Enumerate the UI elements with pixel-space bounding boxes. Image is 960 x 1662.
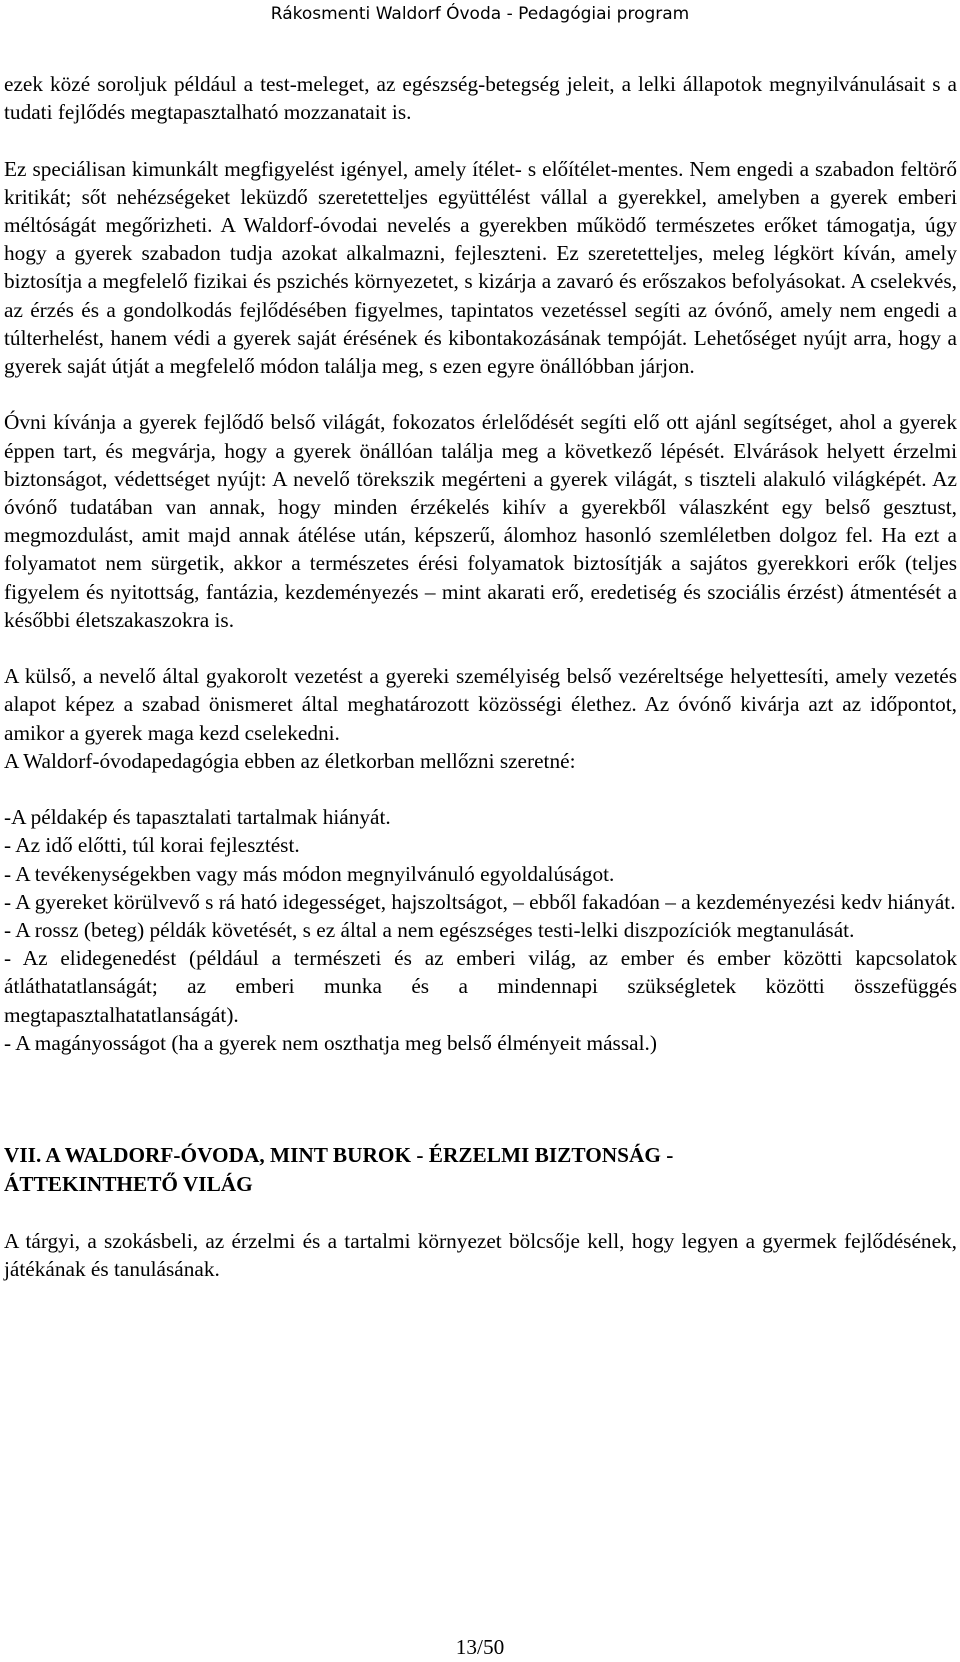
paragraph-1: ezek közé soroljuk például a test-meleget, az egészség-betegség jeleit, a lelki állapotok megnyilvánulásait s a tudati fejlődés megtapasztalható mozzanatait is. bbox=[4, 72, 957, 125]
paragraph-4: A külső, a nevelő által gyakorolt vezetést a gyereki személyiség belső vezéreltsége helyettesíti, amely vezetés alapot képez a szabad önismeret által meghatározott közösségi élethez. Az óvónő kivárja azt az időpontot, amikor a gyerek maga kezd cselekedni. bbox=[4, 664, 957, 745]
page-number: 13/50 bbox=[455, 1635, 505, 1659]
paragraph-2: Ez speciálisan kimunkált megfigyelést igényel, amely ítélet- s előítélet-mentes. Nem engedi a szabadon feltörő kritikát; sőt nehézségeket leküzdő szeretetteljes együttélést vállal a gyerekkel, amelyben a gyerek emberi méltóságát megőrizheti. A Waldorf-óvodai nevelés a gyerekben működő természetes erőket támogatja, úgy hogy a gyerek szabadon tudja azokat alkalmazni, fejleszteni. Ez szeretetteljes, meleg légkört kíván, amely biztosítja a megfelelő fizikai és pszichés környezetet, s kizárja a zavaró és erőszakos befolyásokat. A cselekvés, az érzés és a gondolkodás fejlődésében figyelmes, tapintatos vezetéssel segíti az óvónő, amely nem engedi a túlterhelést, hanem védi a gyerek saját érésének és kibontakozásának tempóját. Lehetőséget nyújt arra, hogy a gyerek saját útját a megfelelő módon találja meg, s ezen egyre önállóbban járjon. bbox=[4, 156, 957, 379]
section-heading-line-2: ÁTTEKINTHETŐ VILÁG bbox=[4, 1172, 253, 1197]
list-item: - A gyereket körülvevő s rá ható idegességet, hajszoltságot, – ebből fakadóan – a kezdeményezési kedv hiányát. bbox=[4, 889, 956, 914]
paragraph-gap bbox=[4, 126, 957, 154]
avoid-list bbox=[4, 803, 957, 1057]
paragraph-5: A Waldorf-óvodapedagógia ebben az életkorban mellőzni szeretné: bbox=[4, 748, 576, 773]
list-item: - A rossz (beteg) példák követését, s ez által a nem egészséges testi-lelki diszpozíciók megtanulását. bbox=[4, 918, 855, 943]
paragraph-gap bbox=[4, 380, 957, 408]
section-heading-line-1: VII. A WALDORF-ÓVODA, MINT BUROK - ÉRZELMI BIZTONSÁG - bbox=[4, 1143, 674, 1168]
page-body bbox=[4, 70, 957, 1284]
paragraph-3: Óvni kívánja a gyerek fejlődő belső világát, fokozatos érlelődését segíti elő ott ajánl segítséget, ahol a gyerek éppen tart, és megvárja, hogy a gyerek önállóan találja meg a következő lépését. Elvárások helyett érzelmi biztonságot, védettséget nyújt: A nevelő törekszik megérteni a gyerek világát, s tiszteli alakuló világképét. Az óvónő tudatában van annak, hogy minden érzékelés kihív a gyerekből válaszként egy belső gesztust, megmozdulást, amit majd annak átélése után, képszerű, álomhoz hasonló szemléletben dolgoz fel. Ha ezt a folyamatot nem sürgetik, akkor a természetes érési folyamatok biztosítják a sajátos gyerekkori erők (teljes figyelem és nyitottság, fantázia, kezdeményezés – mint akarati erő, eredetiség és szociális érzést) átmentését a későbbi életszakaszokra is. bbox=[4, 410, 957, 632]
list-item: - Az idő előtti, túl korai fejlesztést. bbox=[4, 833, 300, 858]
list-item: - A tevékenységekben vagy más módon megnyilvánuló egyoldalúságot. bbox=[4, 861, 615, 886]
page-header: Rákosmenti Waldorf Óvoda - Pedagógiai program bbox=[270, 4, 690, 24]
paragraph-gap bbox=[4, 775, 957, 803]
paragraph-gap bbox=[4, 1199, 957, 1227]
list-item: - A magányosságot (ha a gyerek nem oszthatja meg belső élményeit mással.) bbox=[4, 1030, 657, 1055]
list-item: - Az elidegenedést (például a természeti és az emberi világ, az ember és ember közötti kapcsolatok átláthatatlanságát; az emberi munka és a mindennapi szükségletek közötti összefüggés megtapasztalhatatlanságát). bbox=[4, 946, 957, 1027]
section-gap bbox=[4, 1057, 957, 1141]
list-item: -A példakép és tapasztalati tartalmak hiányát. bbox=[4, 805, 391, 830]
paragraph-gap bbox=[4, 634, 957, 662]
paragraph-6: A tárgyi, a szokásbeli, az érzelmi és a tartalmi környezet bölcsője kell, hogy legyen a gyermek fejlődésének, játékának és tanulásának. bbox=[4, 1229, 957, 1282]
